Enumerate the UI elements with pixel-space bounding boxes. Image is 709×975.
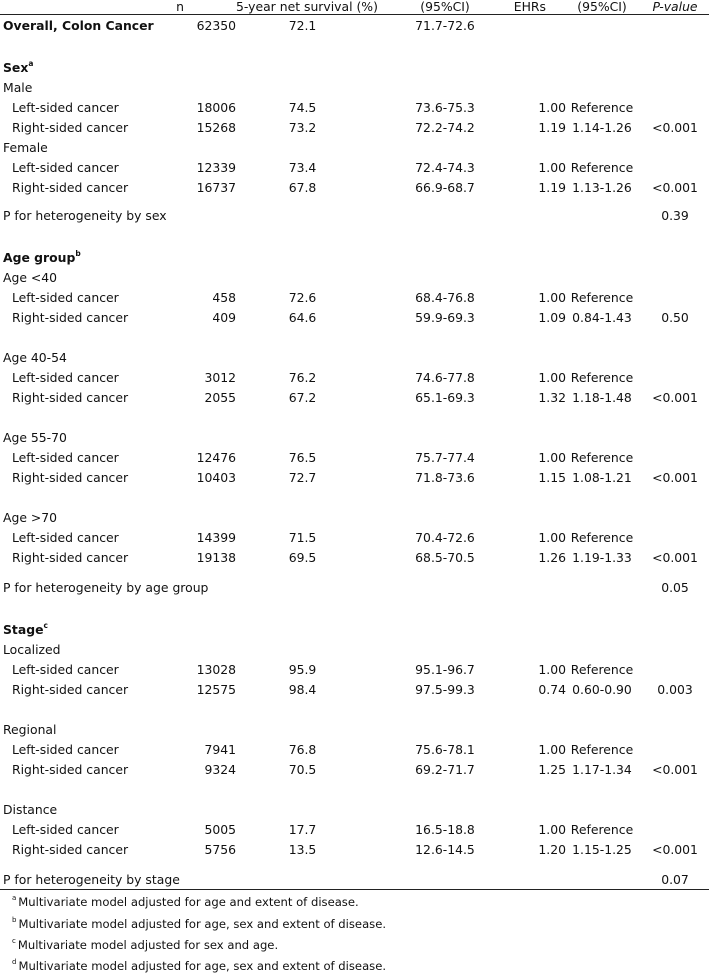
row-n: 3012 <box>204 370 236 385</box>
row-ehr-ci: 1.08-1.21 <box>572 470 632 485</box>
subgroup-age-lt40 <box>0 268 709 288</box>
footnote-mark: a <box>12 894 17 903</box>
footnote-text: Multivariate model adjusted for age, sex and extent of disease. <box>18 959 387 973</box>
row-ehr: 1.32 <box>538 390 566 405</box>
row-p-value: 0.50 <box>661 310 689 325</box>
subgroup-label: Age 55-70 <box>3 430 67 445</box>
row-net-survival: 76.5 <box>288 450 317 465</box>
table-row <box>0 468 709 488</box>
row-p-value: <0.001 <box>652 762 698 777</box>
footnote-mark: b <box>12 916 17 925</box>
subgroup-label: Age <40 <box>3 270 58 285</box>
header-ehr-ci: (95%CI) <box>577 0 627 14</box>
row-net-survival: 69.5 <box>288 550 317 565</box>
footnote-text: Multivariate model adjusted for sex and age. <box>17 938 279 952</box>
row-ehr: 1.00 <box>538 662 566 677</box>
row-n: 7941 <box>204 742 236 757</box>
row-ci: 71.8-73.6 <box>415 470 475 485</box>
row-ehr-ci: Reference <box>570 160 634 175</box>
header-ehr: EHRs <box>513 0 546 14</box>
row-label: Left-sided cancer <box>12 290 119 305</box>
row-n: 16737 <box>196 180 236 195</box>
heterogeneity-label: P for heterogeneity by sex <box>3 208 167 223</box>
row-ehr-ci: Reference <box>570 450 634 465</box>
row-ehr-ci: Reference <box>570 662 634 677</box>
row-ehr: 1.00 <box>538 160 566 175</box>
table-row <box>0 388 709 408</box>
row-net-survival: 70.5 <box>288 762 317 777</box>
header-ci: (95%CI) <box>420 0 470 14</box>
subgroup-age-40-54 <box>0 348 709 368</box>
table-header <box>0 0 709 14</box>
row-ci: 68.4-76.8 <box>415 290 475 305</box>
table-row <box>0 16 709 36</box>
row-label: Right-sided cancer <box>12 390 129 405</box>
row-ehr: 1.26 <box>538 550 566 565</box>
row-ehr: 1.00 <box>538 100 566 115</box>
row-ci: 69.2-71.7 <box>415 762 475 777</box>
row-net-survival: 74.5 <box>288 100 317 115</box>
row-ci: 95.1-96.7 <box>415 662 475 677</box>
row-label: Right-sided cancer <box>12 180 129 195</box>
row-ehr-ci: 1.15-1.25 <box>572 842 632 857</box>
section-heading-age-group <box>0 248 709 268</box>
heterogeneity-label: P for heterogeneity by stage <box>3 872 180 887</box>
row-ehr: 1.15 <box>538 470 566 485</box>
row-ehr: 1.00 <box>538 370 566 385</box>
subgroup-regional <box>0 720 709 740</box>
row-ehr: 1.00 <box>538 742 566 757</box>
row-net-survival: 95.9 <box>288 662 317 677</box>
row-net-survival: 73.2 <box>288 120 317 135</box>
table-row <box>0 448 709 468</box>
row-ehr-ci: Reference <box>570 370 634 385</box>
section-heading-sex <box>0 58 709 78</box>
row-net-survival: 64.6 <box>288 310 317 325</box>
table-row <box>0 368 709 388</box>
row-ehr: 1.00 <box>538 290 566 305</box>
row-ci: 72.2-74.2 <box>415 120 475 135</box>
table-bottom-rule <box>0 889 709 890</box>
row-label: Right-sided cancer <box>12 842 129 857</box>
row-net-survival: 17.7 <box>288 822 317 837</box>
row-ci: 65.1-69.3 <box>415 390 475 405</box>
table-row <box>0 98 709 118</box>
section-heading-stage <box>0 620 709 640</box>
overall-label: Overall, Colon Cancer <box>3 18 154 33</box>
row-ci: 73.6-75.3 <box>415 100 475 115</box>
row-ehr: 1.00 <box>538 530 566 545</box>
row-n: 10403 <box>196 470 236 485</box>
row-p-value: <0.001 <box>652 180 698 195</box>
table-row <box>0 840 709 860</box>
footnote-text: Multivariate model adjusted for age and extent of disease. <box>18 895 359 909</box>
heterogeneity-row-sex <box>0 206 709 226</box>
footnote-c <box>12 937 278 953</box>
section-title: Stage$^c$ <box>3 620 48 637</box>
row-ehr: 0.74 <box>538 682 566 697</box>
overall-ci: 71.7-72.6 <box>415 18 475 33</box>
row-p-value: <0.001 <box>652 842 698 857</box>
row-ehr-ci: Reference <box>570 290 634 305</box>
subgroup-label: Age 40-54 <box>3 350 67 365</box>
row-label: Left-sided cancer <box>12 160 119 175</box>
row-p-value: 0.003 <box>657 682 693 697</box>
subgroup-label: Regional <box>3 722 57 737</box>
row-ci: 75.7-77.4 <box>415 450 475 465</box>
row-n: 13028 <box>196 662 236 677</box>
row-net-survival: 72.6 <box>288 290 317 305</box>
row-label: Left-sided cancer <box>12 742 119 757</box>
row-net-survival: 98.4 <box>288 682 317 697</box>
heterogeneity-row-stage <box>0 870 709 890</box>
overall-n: 62350 <box>196 18 236 33</box>
subgroup-label: Distance <box>3 802 58 817</box>
heterogeneity-p-value: 0.39 <box>661 208 689 223</box>
row-ehr: 1.19 <box>538 180 566 195</box>
row-net-survival: 72.7 <box>288 470 317 485</box>
row-net-survival: 13.5 <box>288 842 317 857</box>
row-p-value: <0.001 <box>652 470 698 485</box>
row-n: 14399 <box>196 530 236 545</box>
table-row <box>0 178 709 198</box>
row-label: Right-sided cancer <box>12 682 129 697</box>
subgroup-distance <box>0 800 709 820</box>
row-net-survival: 67.2 <box>288 390 317 405</box>
footnote-mark: c <box>43 620 48 630</box>
row-net-survival: 67.8 <box>288 180 317 195</box>
row-n: 5005 <box>204 822 236 837</box>
row-ehr-ci: 1.17-1.34 <box>572 762 632 777</box>
heterogeneity-p-value: 0.05 <box>661 580 689 595</box>
row-n: 9324 <box>204 762 236 777</box>
row-ehr: 1.19 <box>538 120 566 135</box>
row-ehr-ci: 0.84-1.43 <box>572 310 632 325</box>
subgroup-localized <box>0 640 709 660</box>
row-label: Right-sided cancer <box>12 470 129 485</box>
subgroup-age-gt70 <box>0 508 709 528</box>
row-net-survival: 71.5 <box>288 530 317 545</box>
row-ehr-ci: 1.13-1.26 <box>572 180 632 195</box>
row-ci: 16.5-18.8 <box>415 822 475 837</box>
row-ehr: 1.25 <box>538 762 566 777</box>
table-row <box>0 528 709 548</box>
row-n: 458 <box>212 290 236 305</box>
row-ci: 59.9-69.3 <box>415 310 475 325</box>
row-ehr-ci: 1.14-1.26 <box>572 120 632 135</box>
row-p-value: <0.001 <box>652 120 698 135</box>
row-net-survival: 76.2 <box>288 370 317 385</box>
row-ehr: 1.00 <box>538 822 566 837</box>
row-label: Right-sided cancer <box>12 762 129 777</box>
table-row <box>0 740 709 760</box>
row-n: 19138 <box>196 550 236 565</box>
header-n: n <box>176 0 184 14</box>
row-ehr: 1.00 <box>538 450 566 465</box>
overall-net-survival: 72.1 <box>288 18 317 33</box>
footnote-mark: c <box>12 937 16 946</box>
row-n: 12339 <box>196 160 236 175</box>
row-ehr: 1.09 <box>538 310 566 325</box>
table-row <box>0 820 709 840</box>
row-ehr-ci: Reference <box>570 530 634 545</box>
heterogeneity-label: P for heterogeneity by age group <box>3 580 209 595</box>
table-row <box>0 288 709 308</box>
table-row <box>0 680 709 700</box>
row-label: Right-sided cancer <box>12 310 129 325</box>
row-ehr-ci: Reference <box>570 742 634 757</box>
subgroup-label: Localized <box>3 642 61 657</box>
table-row <box>0 308 709 328</box>
row-n: 15268 <box>196 120 236 135</box>
row-label: Left-sided cancer <box>12 530 119 545</box>
row-ehr-ci: 1.19-1.33 <box>572 550 632 565</box>
footnote-b <box>12 916 386 932</box>
table-row <box>0 158 709 178</box>
row-ehr-ci: Reference <box>570 100 634 115</box>
row-n: 2055 <box>204 390 236 405</box>
row-ci: 12.6-14.5 <box>415 842 475 857</box>
table-row <box>0 548 709 568</box>
row-ehr-ci: Reference <box>570 822 634 837</box>
row-ci: 97.5-99.3 <box>415 682 475 697</box>
row-label: Left-sided cancer <box>12 370 119 385</box>
header-p-value: P-value <box>652 0 698 14</box>
subgroup-label: Female <box>3 140 48 155</box>
row-label: Left-sided cancer <box>12 450 119 465</box>
subgroup-label: Age >70 <box>3 510 58 525</box>
footnote-mark: b <box>75 248 81 258</box>
subgroup-label: Male <box>3 80 33 95</box>
subgroup-male <box>0 78 709 98</box>
row-n: 12575 <box>196 682 236 697</box>
footnote-mark: d <box>12 958 17 967</box>
header-net-survival: 5-year net survival (%) <box>236 0 378 14</box>
heterogeneity-p-value: 0.07 <box>661 872 689 887</box>
footnote-text: Multivariate model adjusted for age, sex and extent of disease. <box>18 917 387 931</box>
row-n: 5756 <box>204 842 236 857</box>
row-p-value: <0.001 <box>652 390 698 405</box>
footnote-a <box>12 894 359 910</box>
section-title: Age group$^b$ <box>3 248 81 265</box>
row-ci: 70.4-72.6 <box>415 530 475 545</box>
row-n: 18006 <box>196 100 236 115</box>
row-label: Left-sided cancer <box>12 822 119 837</box>
row-net-survival: 76.8 <box>288 742 317 757</box>
footnote-d <box>12 958 386 974</box>
table-row <box>0 660 709 680</box>
row-ci: 75.6-78.1 <box>415 742 475 757</box>
row-ehr-ci: 0.60-0.90 <box>572 682 632 697</box>
row-ci: 66.9-68.7 <box>415 180 475 195</box>
row-ci: 72.4-74.3 <box>415 160 475 175</box>
heterogeneity-row-age <box>0 578 709 598</box>
row-ehr: 1.20 <box>538 842 566 857</box>
row-label: Right-sided cancer <box>12 120 129 135</box>
subgroup-female <box>0 138 709 158</box>
section-title: Sex$^a$ <box>3 58 34 75</box>
row-n: 409 <box>212 310 236 325</box>
row-ci: 74.6-77.8 <box>415 370 475 385</box>
footnote-mark: a <box>28 58 34 68</box>
row-n: 12476 <box>196 450 236 465</box>
row-label: Left-sided cancer <box>12 100 119 115</box>
row-p-value: <0.001 <box>652 550 698 565</box>
subgroup-age-55-70 <box>0 428 709 448</box>
table-row <box>0 760 709 780</box>
row-ehr-ci: 1.18-1.48 <box>572 390 632 405</box>
row-label: Left-sided cancer <box>12 662 119 677</box>
row-ci: 68.5-70.5 <box>415 550 475 565</box>
table-row <box>0 118 709 138</box>
row-label: Right-sided cancer <box>12 550 129 565</box>
header-rule <box>0 14 709 15</box>
row-net-survival: 73.4 <box>288 160 317 175</box>
